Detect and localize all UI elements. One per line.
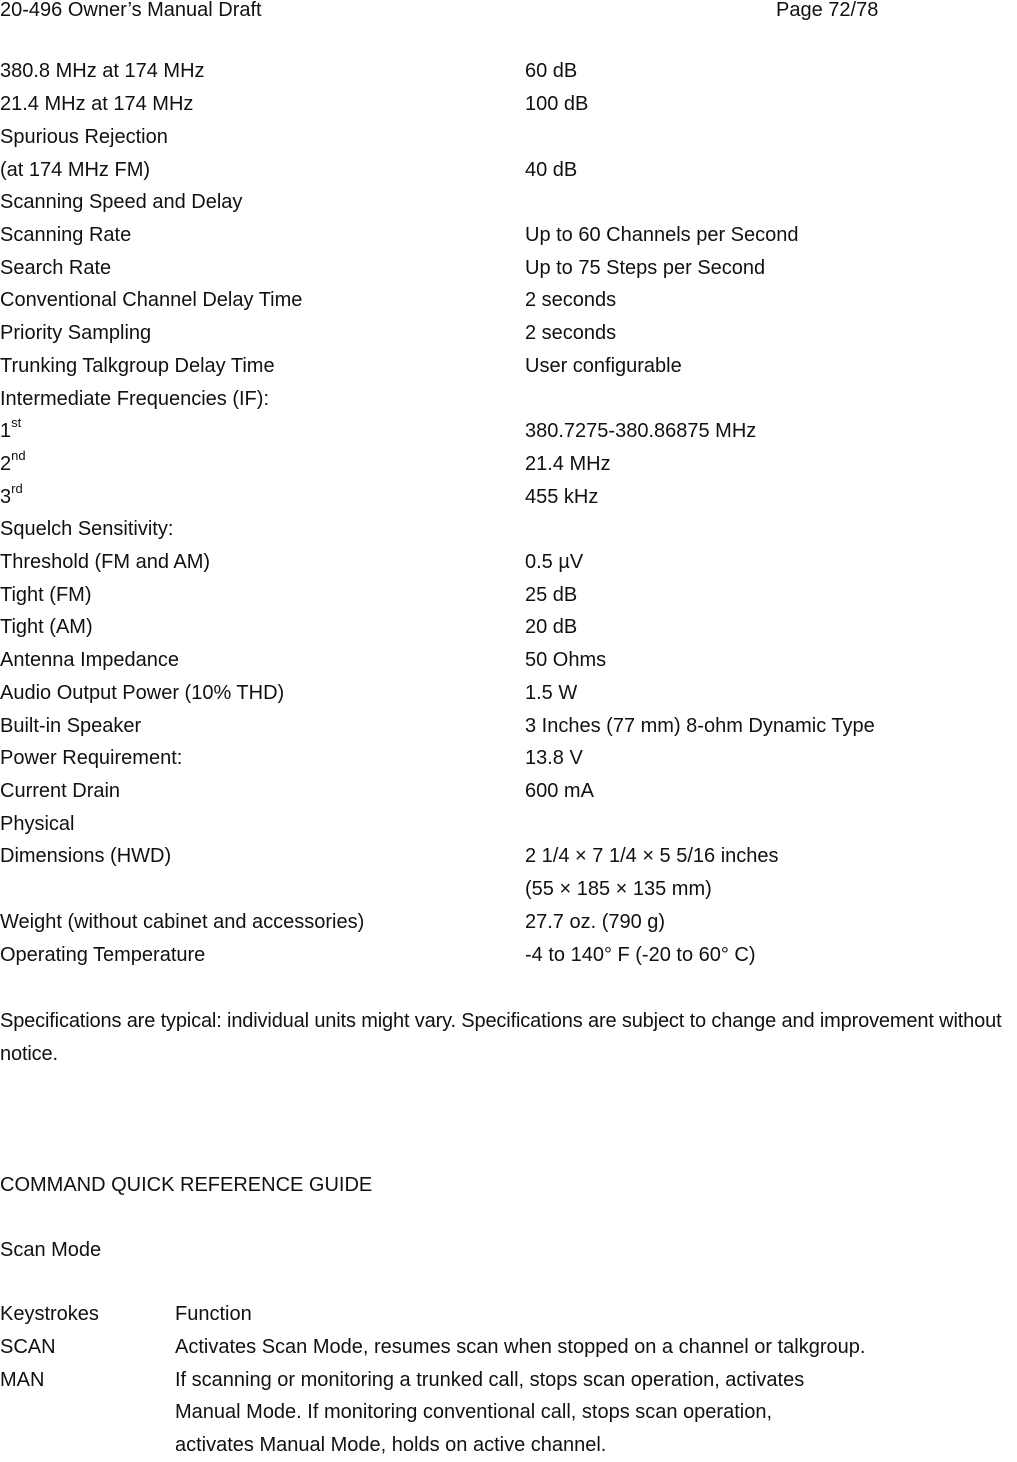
spec-row (0, 317, 1017, 350)
spec-row (0, 742, 1017, 775)
spec-row (0, 710, 1017, 743)
spec-row (0, 350, 1017, 383)
keystroke: MAN (0, 1369, 45, 1391)
spec-label (0, 481, 23, 514)
spec-value: 27.7 oz. (790 g) (525, 911, 666, 933)
table-row-continuation (0, 1429, 1017, 1462)
spec-label: 21.4 MHz at 174 MHz (0, 93, 194, 115)
spec-label: Priority Sampling (0, 322, 152, 344)
spec-value: 1.5 W (525, 682, 578, 704)
spec-value: 380.7275-380.86875 MHz (525, 420, 757, 442)
spec-row (0, 448, 1017, 481)
spec-value: -4 to 140° F (-20 to 60° C) (525, 944, 756, 966)
spec-row (0, 121, 1017, 154)
ordinal-number: 1 (0, 420, 12, 442)
spec-row (0, 644, 1017, 677)
keystroke: SCAN (0, 1336, 56, 1358)
spec-value: 20 dB (525, 616, 578, 638)
spec-label: Tight (FM) (0, 584, 92, 606)
spec-value: (55 × 185 × 135 mm) (525, 878, 712, 900)
spec-row (0, 88, 1017, 121)
function-description: Activates Scan Mode, resumes scan when stopped on a channel or talkgroup. (175, 1336, 866, 1358)
spec-label: Conventional Channel Delay Time (0, 289, 303, 311)
function-description: activates Manual Mode, holds on active channel. (175, 1434, 607, 1456)
spec-row (0, 481, 1017, 514)
spec-value: 2 seconds (525, 322, 617, 344)
page-number: Page 72/78 (776, 0, 879, 21)
ordinal-number: 3 (0, 486, 12, 508)
column-header-function: Function (175, 1303, 252, 1325)
spec-row (0, 873, 1017, 906)
spec-value: 25 dB (525, 584, 578, 606)
spec-label: Physical (0, 813, 75, 835)
spec-value: 600 mA (525, 780, 594, 802)
spec-label: Search Rate (0, 257, 112, 279)
spec-value: 50 Ohms (525, 649, 607, 671)
ordinal-suffix: rd (11, 481, 23, 497)
document-title: 20-496 Owner’s Manual Draft (0, 0, 262, 21)
spec-row (0, 154, 1017, 187)
spec-label: Weight (without cabinet and accessories) (0, 911, 365, 933)
ordinal-suffix: st (11, 415, 22, 431)
spec-label: Power Requirement: (0, 747, 183, 769)
spec-row (0, 808, 1017, 841)
spec-label: Dimensions (HWD) (0, 845, 172, 867)
spec-row (0, 415, 1017, 448)
spec-row (0, 906, 1017, 939)
subsection-heading: Scan Mode (0, 1239, 102, 1261)
spec-value: 100 dB (525, 93, 589, 115)
spec-label: Squelch Sensitivity: (0, 518, 174, 540)
spec-label: (at 174 MHz FM) (0, 159, 151, 181)
spec-value: 40 dB (525, 159, 578, 181)
table-row (0, 1364, 1017, 1397)
spec-value: Up to 60 Channels per Second (525, 224, 799, 246)
spec-row (0, 284, 1017, 317)
spec-value: 2 seconds (525, 289, 617, 311)
spec-row (0, 840, 1017, 873)
spec-value: 0.5 µV (525, 551, 584, 573)
spec-row (0, 383, 1017, 416)
spec-label: Trunking Talkgroup Delay Time (0, 355, 275, 377)
spec-row (0, 939, 1017, 972)
spec-label: Scanning Rate (0, 224, 132, 246)
spec-row (0, 55, 1017, 88)
table-row-continuation (0, 1396, 1017, 1429)
spec-value: 3 Inches (77 mm) 8-ohm Dynamic Type (525, 715, 875, 737)
spec-value: 455 kHz (525, 486, 599, 508)
spec-row (0, 611, 1017, 644)
spec-label: Scanning Speed and Delay (0, 191, 243, 213)
table-row (0, 1331, 1017, 1364)
spec-value: 21.4 MHz (525, 453, 611, 475)
spec-value: 60 dB (525, 60, 578, 82)
spec-label: Threshold (FM and AM) (0, 551, 211, 573)
spec-value: 13.8 V (525, 747, 583, 769)
function-description: Manual Mode. If monitoring conventional call, stops scan operation, (175, 1401, 773, 1423)
section-heading: COMMAND QUICK REFERENCE GUIDE (0, 1174, 373, 1196)
spec-label: Intermediate Frequencies (IF): (0, 388, 269, 410)
spec-row (0, 677, 1017, 710)
spec-value: 2 1/4 × 7 1/4 × 5 5/16 inches (525, 845, 779, 867)
spec-value: Up to 75 Steps per Second (525, 257, 766, 279)
spec-label: Antenna Impedance (0, 649, 180, 671)
spec-label: Audio Output Power (10% THD) (0, 682, 285, 704)
spec-row (0, 546, 1017, 579)
spec-label: 380.8 MHz at 174 MHz (0, 60, 205, 82)
spec-row (0, 252, 1017, 285)
spec-label: Built-in Speaker (0, 715, 142, 737)
function-description: If scanning or monitoring a trunked call, stops scan operation, activates (175, 1369, 805, 1391)
spec-row (0, 219, 1017, 252)
ordinal-number: 2 (0, 453, 12, 475)
table-header (0, 1298, 1017, 1331)
spec-label: Tight (AM) (0, 616, 93, 638)
ordinal-suffix: nd (11, 448, 26, 464)
spec-label (0, 448, 26, 481)
spec-label: Current Drain (0, 780, 121, 802)
spec-label: Spurious Rejection (0, 126, 168, 148)
spec-label: Operating Temperature (0, 944, 206, 966)
spec-value: User configurable (525, 355, 682, 377)
spec-row (0, 579, 1017, 612)
spec-row (0, 186, 1017, 219)
spec-label (0, 415, 21, 448)
spec-row (0, 513, 1017, 546)
spec-row (0, 775, 1017, 808)
column-header-keystrokes: Keystrokes (0, 1303, 99, 1325)
specifications-disclaimer: Specifications are typical: individual units might vary. Specifications are subject to change and improvement without notice. (0, 1010, 1002, 1065)
